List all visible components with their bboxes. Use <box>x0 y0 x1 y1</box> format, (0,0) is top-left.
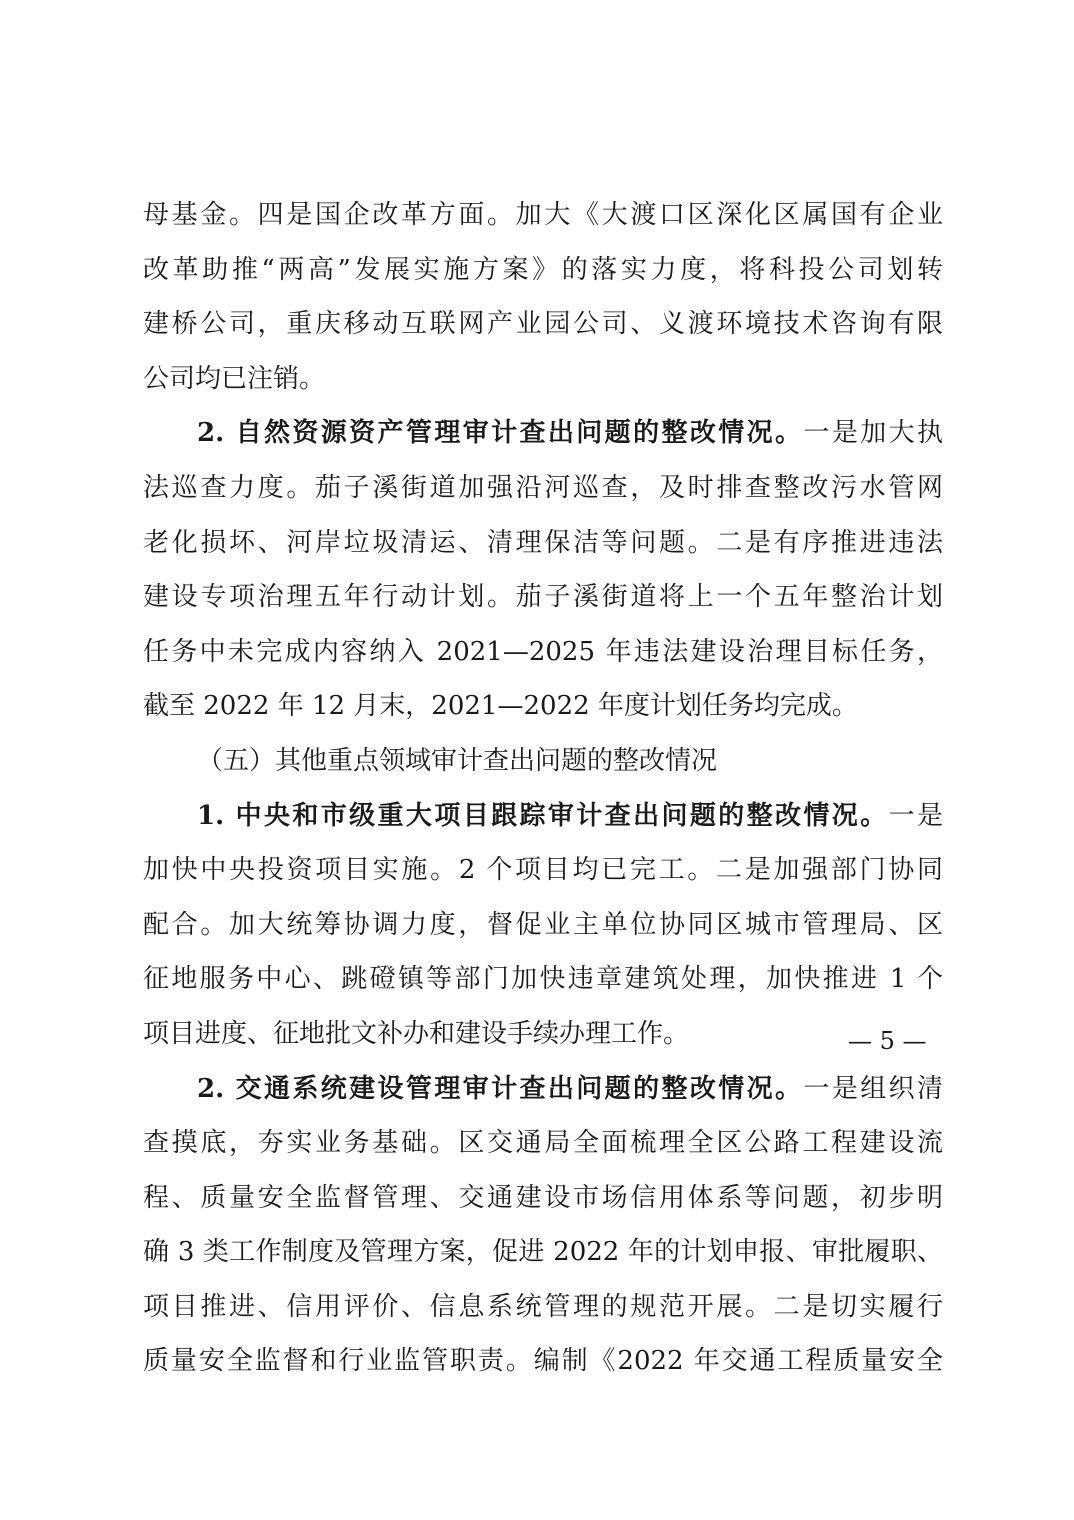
line-text: 老化损坏、河岸垃圾清运、清理保洁等问题。二是有序推进违法 <box>143 527 943 558</box>
text-line <box>143 352 943 407</box>
text-line <box>143 1116 943 1171</box>
text-line <box>143 297 943 352</box>
line-text: 一是加大执 <box>803 418 943 449</box>
subsection-title <box>143 734 943 789</box>
line-text: 截至 2022 年 12 月末，2021—2022 年度计划任务均完成。 <box>143 691 858 722</box>
line-text: 母基金。四是国企改革方面。加大《大渡口区深化区属国有企业 <box>143 200 943 230</box>
text-line <box>143 952 943 1007</box>
line-text: 项目推进、信用评价、信息系统管理的规范开展。二是切实履行 <box>143 1291 943 1322</box>
text-line <box>143 516 943 571</box>
line-text: 加快中央投资项目实施。2 个项目均已完工。二是加强部门协同 <box>143 855 943 886</box>
text-line <box>143 1171 943 1226</box>
line-text: 法巡查力度。茄子溪街道加强沿河巡查，及时排查整改污水管网 <box>143 472 943 503</box>
line-text: 公司均已注销。 <box>143 363 326 394</box>
line-text: 任务中未完成内容纳入 2021—2025 年违法建设治理目标任务， <box>143 636 943 667</box>
line-text: 确 3 类工作制度及管理方案，促进 2022 年的计划申报、审批履职、 <box>143 1237 943 1268</box>
line-text: 配合。加大统筹协调力度，督促业主单位协同区城市管理局、区 <box>143 909 943 940</box>
text-line <box>143 898 943 953</box>
text-line <box>143 679 943 734</box>
subsection-title-text: （五）其他重点领域审计查出问题的整改情况 <box>197 745 718 776</box>
section-heading: 2. 自然资源资产管理审计查出问题的整改情况。 <box>197 418 804 449</box>
text-line <box>143 243 943 298</box>
section-heading-line <box>143 406 943 461</box>
text-line <box>143 843 943 898</box>
text-line <box>143 461 943 516</box>
line-text: 项目进度、征地批文补办和建设手续办理工作。 <box>143 1018 690 1049</box>
page-number: — 5 — <box>848 1027 927 1055</box>
text-line <box>143 1225 943 1280</box>
line-text: 建设专项治理五年行动计划。茄子溪街道将上一个五年整治计划 <box>143 582 943 613</box>
line-text: 建桥公司，重庆移动互联网产业园公司、义渡环境技术咨询有限 <box>143 309 943 340</box>
section-heading: 1. 中央和市级重大项目跟踪审计查出问题的整改情况。 <box>197 800 889 831</box>
text-line <box>143 1334 943 1389</box>
line-text: 程、质量安全监督管理、交通建设市场信用体系等问题，初步明 <box>143 1182 943 1213</box>
line-text: 质量安全监督和行业监管职责。编制《2022 年交通工程质量安全 <box>143 1346 943 1377</box>
text-line <box>143 188 943 243</box>
section-heading-line <box>143 1062 943 1117</box>
text-line <box>143 1280 943 1335</box>
line-text: 查摸底，夯实业务基础。区交通局全面梳理全区公路工程建设流 <box>143 1128 943 1159</box>
line-text: 一是 <box>888 800 943 831</box>
line-text: 改革助推“两高”发展实施方案》的落实力度，将科投公司划转 <box>143 254 943 285</box>
text-line <box>143 570 943 625</box>
section-heading: 2. 交通系统建设管理审计查出问题的整改情况。 <box>197 1073 804 1104</box>
text-line <box>143 625 943 680</box>
line-text: 征地服务中心、跳磴镇等部门加快违章建筑处理，加快推进 1 个 <box>143 964 943 995</box>
body-text <box>143 188 943 1389</box>
line-text: 一是组织清 <box>803 1073 943 1104</box>
text-line <box>143 1007 943 1062</box>
section-heading-line <box>143 789 943 844</box>
